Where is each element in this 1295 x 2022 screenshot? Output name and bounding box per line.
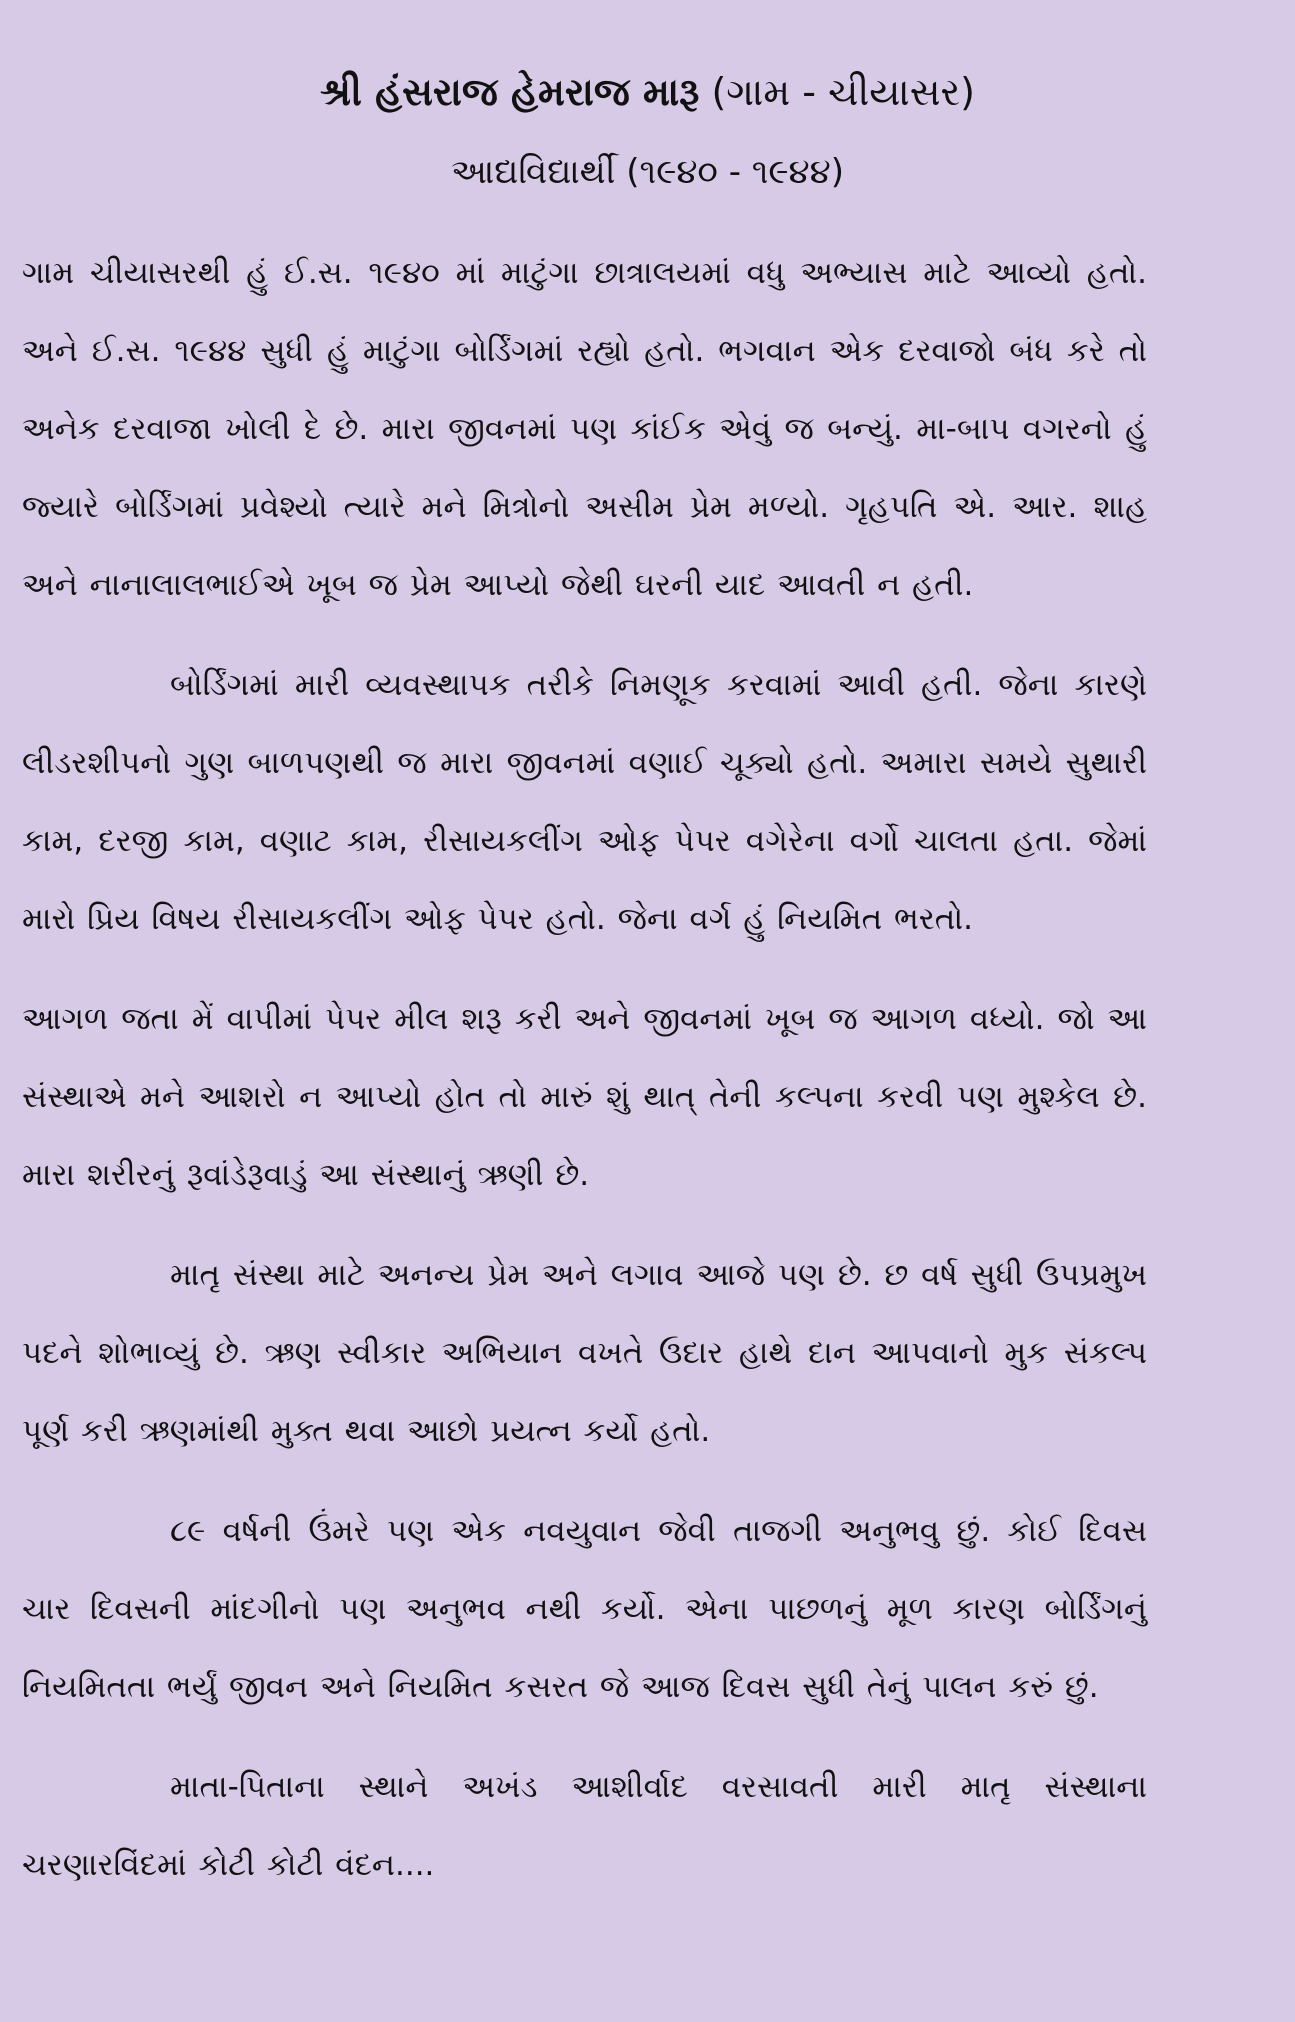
paragraph-paper-mill: આગળ જતા મેં વાપીમાં પેપર મીલ શરૂ કરી અને જીવનમાં ખૂબ જ આગળ વધ્યો. જો આ સંસ્થાએ મને આશરો ન આપ્યો હોત તો મારું શું થાત્ તેની કલ્પના કરવી પણ મુશ્કેલ છે. મારા શરીરનું રૂવાંડેરૂવાડું આ સંસ્થાનું ઋણી છે. bbox=[22, 1001, 1147, 1193]
page-title bbox=[0, 66, 1295, 118]
village-name: (ગામ - ચીયાસર) bbox=[711, 70, 975, 114]
paragraph-intro: ગામ ચીયાસરથી હું ઈ.સ. ૧૯૪૦ માં માટુંગા છાત્રાલયમાં વધુ અભ્યાસ માટે આવ્યો હતો. અને ઈ.સ. ૧૯૪૪ સુધી હું માટુંગા બોર્ડિંગમાં રહ્યો હતો. ભગવાન એક દરવાજો બંધ કરે તો અનેક દરવાજા ખોલી દે છે. મારા જીવનમાં પણ કાંઈક એવું જ બન્યું. મા-બાપ વગરનો હું જ્યારે બોર્ડિંગમાં પ્રવેશ્યો ત્યારે મને મિત્રોનો અસીમ પ્રેમ મળ્યો. ગૃહપતિ એ. આર. શાહ અને નાનાલાલભાઈએ ખૂબ જ પ્રેમ આપ્યો જેથી ઘરની યાદ આવતી ન હતી. bbox=[22, 255, 1147, 603]
paragraph-gratitude: માતૃ સંસ્થા માટે અનન્ય પ્રેમ અને લગાવ આજે પણ છે. છ વર્ષ સુધી ઉપપ્રમુખ પદને શોભાવ્યું છે. ઋણ સ્વીકાર અભિયાન વખતે ઉદાર હાથે દાન આપવાનો મુક સંકલ્પ પૂર્ણ કરી ઋણમાંથી મુક્ત થવા આછો પ્રયત્ન કર્યો હતો. bbox=[22, 1257, 1147, 1449]
article-body bbox=[22, 234, 1147, 1926]
paragraph-closing: માતા-પિતાના સ્થાને અખંડ આશીર્વાદ વરસાવતી મારી માતૃ સંસ્થાના ચરણારવિંદમાં કોટી કોટી વંદન.... bbox=[22, 1769, 1147, 1883]
person-name: શ્રી હંસરાજ હેમરાજ મારૂ bbox=[320, 70, 700, 114]
paragraph-health: ૮૯ વર્ષની ઉંમરે પણ એક નવયુવાન જેવી તાજગી અનુભવુ છું. કોઈ દિવસ ચાર દિવસની માંદગીનો પણ અનુભવ નથી કર્યો. એના પાછળનું મૂળ કારણ બોર્ડિંગનું નિયમિતતા ભર્યું જીવન અને નિયમિત કસરત જે આજ દિવસ સુધી તેનું પાલન કરું છું. bbox=[22, 1513, 1147, 1705]
paragraph-boarding: બોર્ડિંગમાં મારી વ્યવસ્થાપક તરીકે નિમણૂક કરવામાં આવી હતી. જેના કારણે લીડરશીપનો ગુણ બાળપણથી જ મારા જીવનમાં વણાઈ ચૂક્યો હતો. અમારા સમયે સુથારી કામ, દરજી કામ, વણાટ કામ, રીસાયકલીંગ ઓફ પેપર વગેરેના વર્ગો ચાલતા હતા. જેમાં મારો પ્રિય વિષય રીસાયકલીંગ ઓફ પેપર હતો. જેના વર્ગ હું નિયમિત ભરતો. bbox=[22, 667, 1147, 937]
page-subtitle: આદ્યવિદ્યાર્થી (૧૯૪૦ - ૧૯૪૪) bbox=[451, 152, 844, 192]
